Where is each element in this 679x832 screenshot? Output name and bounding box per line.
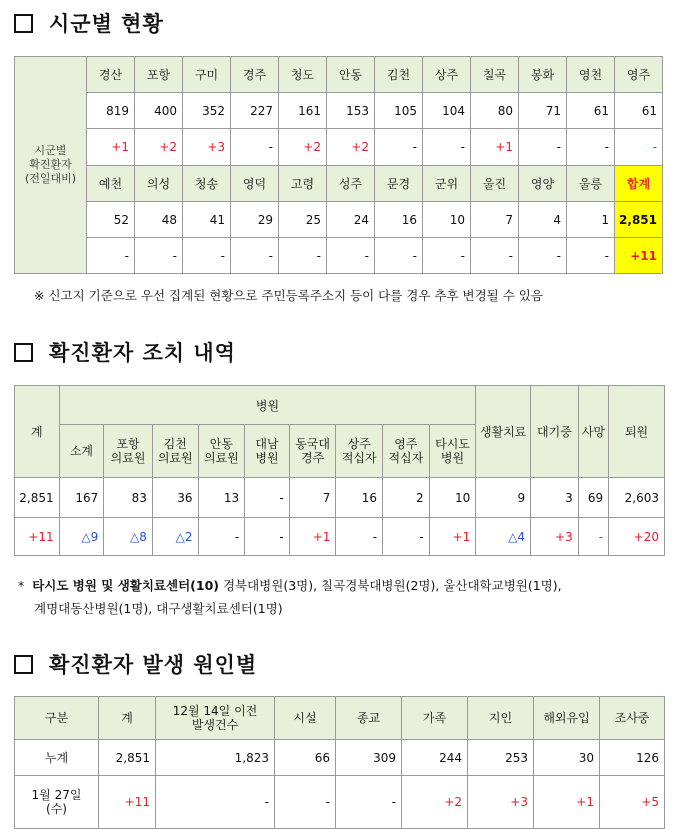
city-count: 71 bbox=[519, 93, 567, 129]
cause-header: 지인 bbox=[468, 697, 534, 740]
city-delta: - bbox=[231, 238, 279, 274]
treatment-value: 69 bbox=[578, 478, 608, 518]
cause-delta: +2 bbox=[402, 776, 468, 829]
city-delta: - bbox=[567, 129, 615, 166]
col-hospital-sub: 소계 bbox=[59, 425, 104, 478]
col-hospital-sub: 포항 의료원 bbox=[104, 425, 153, 478]
treatment-delta: - bbox=[336, 518, 383, 556]
city-name: 성주 bbox=[327, 166, 375, 202]
city-delta: - bbox=[375, 129, 423, 166]
city-delta: - bbox=[567, 238, 615, 274]
city-status-table bbox=[14, 56, 663, 274]
city-name: 칠곡 bbox=[471, 57, 519, 93]
treatment-table bbox=[14, 385, 665, 556]
treatment-value: 2,851 bbox=[15, 478, 60, 518]
city-count: 48 bbox=[135, 202, 183, 238]
table-row bbox=[15, 478, 665, 518]
city-delta: +11 bbox=[615, 238, 663, 274]
cause-delta: +5 bbox=[600, 776, 665, 829]
cause-header: 12월 14일 이전 발생건수 bbox=[156, 697, 275, 740]
city-name: 문경 bbox=[375, 166, 423, 202]
treatment-value: 36 bbox=[152, 478, 198, 518]
treatment-delta: △9 bbox=[59, 518, 104, 556]
city-delta: +2 bbox=[327, 129, 375, 166]
city-name: 합계 bbox=[615, 166, 663, 202]
cause-header: 시설 bbox=[275, 697, 336, 740]
city-count: 161 bbox=[279, 93, 327, 129]
cause-header: 조사중 bbox=[600, 697, 665, 740]
col-death: 사망 bbox=[578, 386, 608, 478]
section2-title: 확진환자 조치 내역 bbox=[14, 337, 236, 367]
col-discharged: 퇴원 bbox=[609, 386, 665, 478]
cause-header: 계 bbox=[99, 697, 156, 740]
city-count: 153 bbox=[327, 93, 375, 129]
city-count: 52 bbox=[87, 202, 135, 238]
section3-title: 확진환자 발생 원인별 bbox=[14, 649, 257, 679]
col-total: 계 bbox=[15, 386, 60, 478]
table-row bbox=[15, 238, 663, 274]
city-delta: - bbox=[279, 238, 327, 274]
treatment-delta: +11 bbox=[15, 518, 60, 556]
treatment-delta: △4 bbox=[476, 518, 531, 556]
treatment-delta: - bbox=[383, 518, 430, 556]
checkbox-icon bbox=[14, 343, 33, 362]
col-hospital-sub: 대남 병원 bbox=[245, 425, 290, 478]
note-rest: 경북대병원(3명), 칠곡경북대병원(2명), 울산대학교병원(1명), bbox=[218, 578, 562, 593]
city-name: 영양 bbox=[519, 166, 567, 202]
city-count: 80 bbox=[471, 93, 519, 129]
treatment-value: 2 bbox=[383, 478, 430, 518]
table-row bbox=[15, 386, 665, 425]
cause-delta: +11 bbox=[99, 776, 156, 829]
city-name: 영천 bbox=[567, 57, 615, 93]
col-hospital-sub: 타시도 병원 bbox=[429, 425, 476, 478]
treatment-delta: +3 bbox=[531, 518, 579, 556]
treatment-delta: +1 bbox=[429, 518, 476, 556]
section1-title: 시군별 현황 bbox=[14, 8, 164, 38]
cause-delta: - bbox=[336, 776, 402, 829]
city-delta: - bbox=[231, 129, 279, 166]
city-delta: +2 bbox=[279, 129, 327, 166]
city-count: 16 bbox=[375, 202, 423, 238]
treatment-delta: +1 bbox=[289, 518, 336, 556]
city-delta: - bbox=[615, 129, 663, 166]
treatment-value: 83 bbox=[104, 478, 153, 518]
cause-total: 1,823 bbox=[156, 740, 275, 776]
row-label: 시군별 확진환자 (전일대비) bbox=[15, 57, 87, 274]
note-bold: 타시도 병원 및 생활치료센터(10) bbox=[32, 578, 219, 593]
treatment-delta: - bbox=[245, 518, 290, 556]
city-count: 2,851 bbox=[615, 202, 663, 238]
treatment-value: 167 bbox=[59, 478, 104, 518]
city-delta: +3 bbox=[183, 129, 231, 166]
table-row bbox=[15, 202, 663, 238]
cause-total: 누계 bbox=[15, 740, 99, 776]
city-name: 구미 bbox=[183, 57, 231, 93]
city-name: 영덕 bbox=[231, 166, 279, 202]
col-hospital-sub: 상주 적십자 bbox=[336, 425, 383, 478]
city-name: 경산 bbox=[87, 57, 135, 93]
city-count: 10 bbox=[423, 202, 471, 238]
city-name: 안동 bbox=[327, 57, 375, 93]
treatment-value: 2,603 bbox=[609, 478, 665, 518]
city-delta: - bbox=[135, 238, 183, 274]
cause-header: 구분 bbox=[15, 697, 99, 740]
treatment-delta: +20 bbox=[609, 518, 665, 556]
checkbox-icon bbox=[14, 14, 33, 33]
treatment-value: 16 bbox=[336, 478, 383, 518]
city-name: 봉화 bbox=[519, 57, 567, 93]
col-hospital: 병원 bbox=[59, 386, 476, 425]
city-name: 군위 bbox=[423, 166, 471, 202]
treatment-value: 7 bbox=[289, 478, 336, 518]
cause-total: 244 bbox=[402, 740, 468, 776]
city-name: 고령 bbox=[279, 166, 327, 202]
treatment-delta: △8 bbox=[104, 518, 153, 556]
col-hospital-sub: 안동 의료원 bbox=[198, 425, 245, 478]
section1-note: ※ 신고지 기준으로 우선 집계된 현황으로 주민등록주소지 등이 다를 경우 추후 변경될 수 있음 bbox=[34, 288, 543, 303]
table-row bbox=[15, 129, 663, 166]
cause-total: 30 bbox=[534, 740, 600, 776]
city-name: 포항 bbox=[135, 57, 183, 93]
city-name: 상주 bbox=[423, 57, 471, 93]
city-delta: +2 bbox=[135, 129, 183, 166]
table-row bbox=[15, 518, 665, 556]
city-count: 105 bbox=[375, 93, 423, 129]
table-row bbox=[15, 166, 663, 202]
cause-total: 253 bbox=[468, 740, 534, 776]
checkbox-icon bbox=[14, 655, 33, 674]
table-row bbox=[15, 776, 665, 829]
table-row bbox=[15, 697, 665, 740]
city-name: 예천 bbox=[87, 166, 135, 202]
col-hospital-sub: 김천 의료원 bbox=[152, 425, 198, 478]
city-delta: - bbox=[183, 238, 231, 274]
city-count: 819 bbox=[87, 93, 135, 129]
city-name: 울릉 bbox=[567, 166, 615, 202]
city-count: 227 bbox=[231, 93, 279, 129]
cause-table bbox=[14, 696, 665, 829]
cause-total: 126 bbox=[600, 740, 665, 776]
treatment-value: 10 bbox=[429, 478, 476, 518]
cause-total: 2,851 bbox=[99, 740, 156, 776]
city-name: 의성 bbox=[135, 166, 183, 202]
city-delta: - bbox=[519, 238, 567, 274]
city-count: 29 bbox=[231, 202, 279, 238]
city-delta: - bbox=[471, 238, 519, 274]
cause-header: 해외유입 bbox=[534, 697, 600, 740]
cause-delta: - bbox=[275, 776, 336, 829]
city-count: 352 bbox=[183, 93, 231, 129]
table-row bbox=[15, 740, 665, 776]
cause-delta: - bbox=[156, 776, 275, 829]
cause-total: 66 bbox=[275, 740, 336, 776]
city-count: 61 bbox=[567, 93, 615, 129]
col-center: 생활치료 bbox=[476, 386, 531, 478]
city-name: 청도 bbox=[279, 57, 327, 93]
city-count: 1 bbox=[567, 202, 615, 238]
city-delta: +1 bbox=[471, 129, 519, 166]
city-count: 61 bbox=[615, 93, 663, 129]
treatment-value: - bbox=[245, 478, 290, 518]
col-hospital-sub: 동국대 경주 bbox=[289, 425, 336, 478]
treatment-value: 13 bbox=[198, 478, 245, 518]
cause-header: 종교 bbox=[336, 697, 402, 740]
city-count: 25 bbox=[279, 202, 327, 238]
table-row bbox=[15, 93, 663, 129]
cause-header: 가족 bbox=[402, 697, 468, 740]
cause-date: 1월 27일 (수) bbox=[15, 776, 99, 829]
city-delta: +1 bbox=[87, 129, 135, 166]
city-name: 울진 bbox=[471, 166, 519, 202]
city-delta: - bbox=[87, 238, 135, 274]
city-count: 41 bbox=[183, 202, 231, 238]
col-hospital-sub: 영주 적십자 bbox=[383, 425, 430, 478]
city-name: 영주 bbox=[615, 57, 663, 93]
city-name: 경주 bbox=[231, 57, 279, 93]
city-count: 104 bbox=[423, 93, 471, 129]
section2-note bbox=[18, 576, 562, 594]
note-star: * bbox=[18, 578, 25, 593]
treatment-value: 3 bbox=[531, 478, 579, 518]
city-count: 7 bbox=[471, 202, 519, 238]
col-waiting: 대기중 bbox=[531, 386, 579, 478]
city-count: 400 bbox=[135, 93, 183, 129]
cause-delta: +1 bbox=[534, 776, 600, 829]
treatment-delta: - bbox=[198, 518, 245, 556]
cause-delta: +3 bbox=[468, 776, 534, 829]
cause-total: 309 bbox=[336, 740, 402, 776]
city-delta: - bbox=[423, 238, 471, 274]
city-delta: - bbox=[519, 129, 567, 166]
section2-note-line2: 계명대동산병원(1명), 대구생활치료센터(1명) bbox=[34, 601, 283, 616]
city-count: 4 bbox=[519, 202, 567, 238]
treatment-delta: △2 bbox=[152, 518, 198, 556]
table-row bbox=[15, 57, 663, 93]
treatment-delta: - bbox=[578, 518, 608, 556]
city-name: 김천 bbox=[375, 57, 423, 93]
city-name: 청송 bbox=[183, 166, 231, 202]
city-delta: - bbox=[375, 238, 423, 274]
city-delta: - bbox=[327, 238, 375, 274]
treatment-value: 9 bbox=[476, 478, 531, 518]
city-count: 24 bbox=[327, 202, 375, 238]
city-delta: - bbox=[423, 129, 471, 166]
